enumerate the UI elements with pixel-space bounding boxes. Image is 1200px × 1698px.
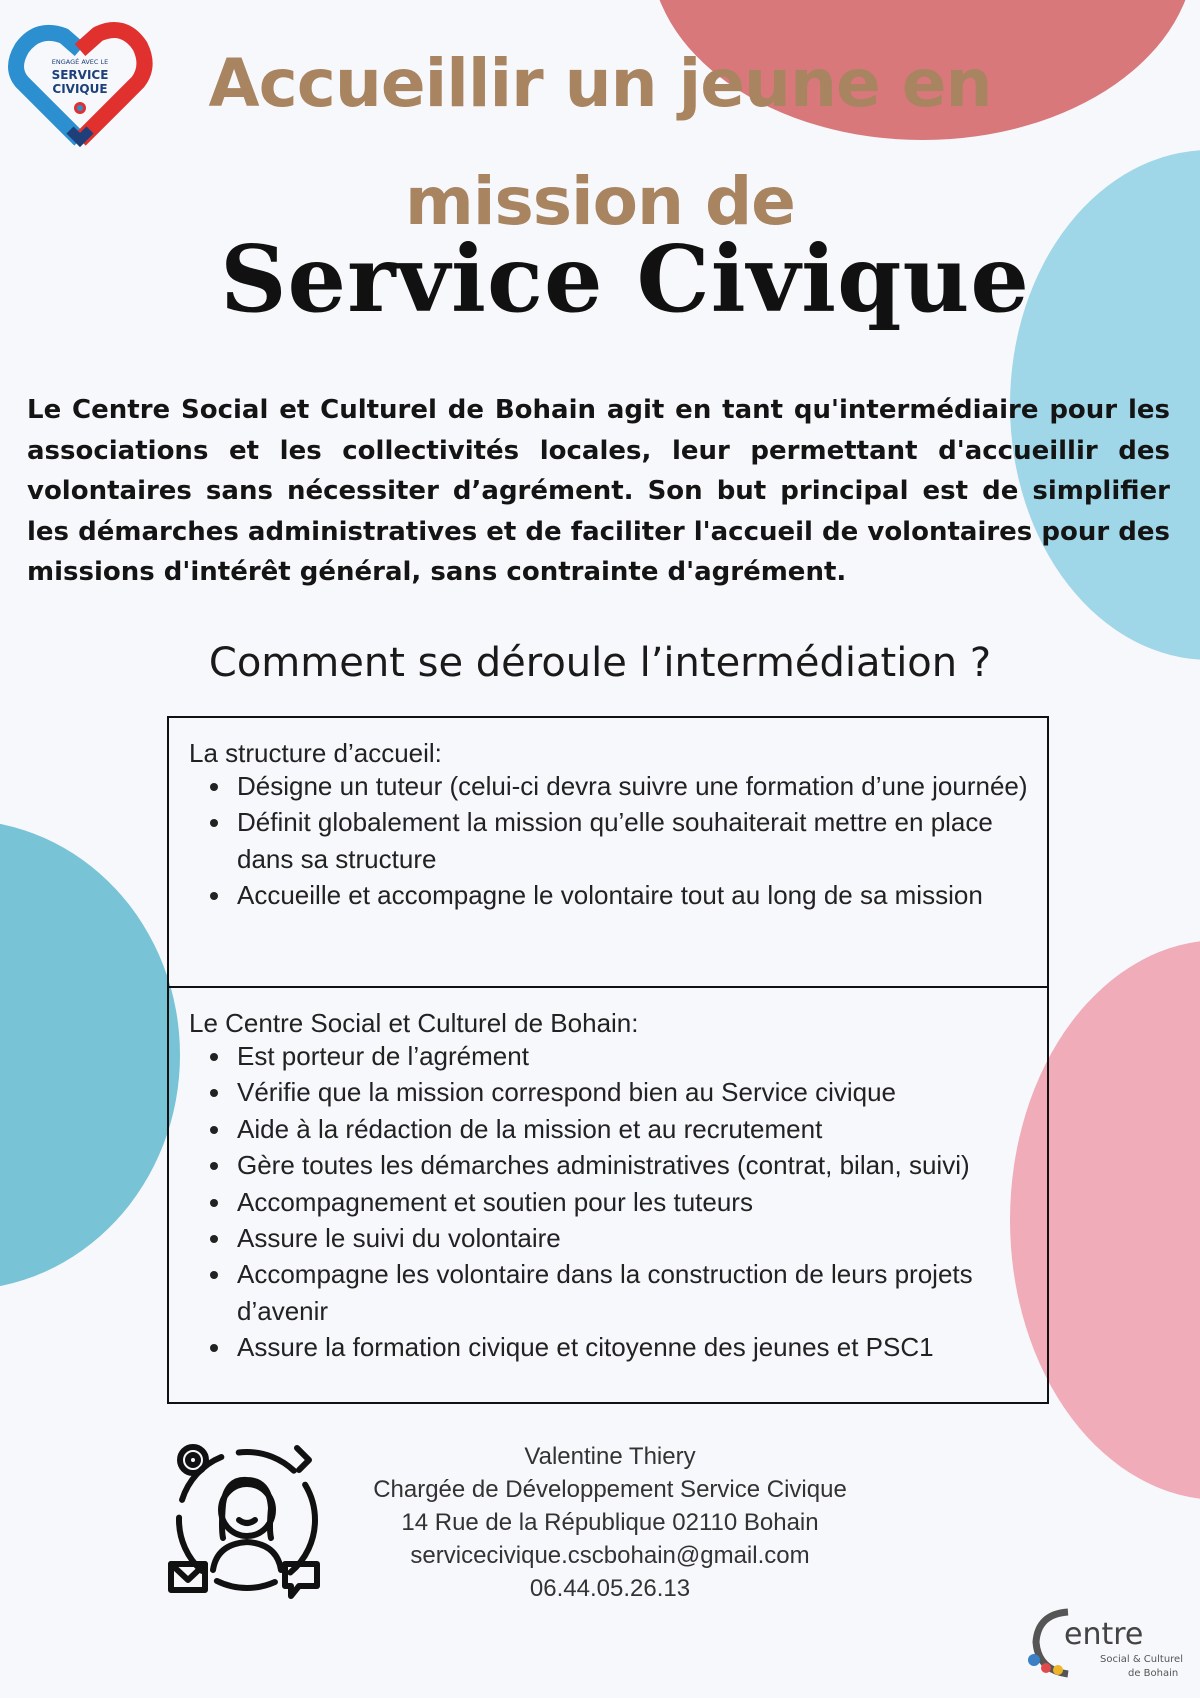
logo-line1: SERVICE <box>51 68 109 82</box>
contact-name: Valentine Thiery <box>524 1443 696 1470</box>
service-civique-logo <box>8 12 153 154</box>
contact-block <box>330 1440 890 1605</box>
contact-person-icon <box>165 1438 325 1603</box>
centre-logo-word: entre <box>1064 1617 1144 1652</box>
logo-line2: CIVIQUE <box>52 82 108 96</box>
contact-address: 14 Rue de la République 02110 Bohain <box>401 1509 819 1536</box>
intro-paragraph: Le Centre Social et Culturel de Bohain agit en tant qu'intermédiaire pour les associations et les collectivités locales, leur permettant d'accueillir des volontaires sans nécessiter d’agrément. Son but principal est de simplifier les démarches administratives et de faciliter l'accueil de volontaires pour des missions d'intérêt général, sans contrainte d'agrément. <box>27 395 1170 587</box>
list-item: • Désigne un tuteur (celui-ci devra suivre une formation d’une journée) <box>233 768 1033 804</box>
contact-role: Chargée de Développement Service Civique <box>373 1476 847 1503</box>
decorative-blob-left-blue <box>0 820 180 1290</box>
list-item: • Est porteur de l’agrément <box>233 1038 1033 1074</box>
list-item: • Accompagnement et soutien pour les tuteurs <box>233 1184 1033 1220</box>
host-structure-box <box>167 716 1049 988</box>
centre-role-list <box>211 1038 1033 1366</box>
host-structure-heading: La structure d’accueil: <box>189 738 442 768</box>
title-line-2: mission de <box>405 163 795 240</box>
list-item: • Définit globalement la mission qu’elle souhaiterait mettre en place dans sa structure <box>233 804 1033 877</box>
centre-logo-line1: Social & Culturel <box>1100 1654 1183 1665</box>
list-item: • Aide à la rédaction de la mission et au recrutement <box>233 1111 1033 1147</box>
list-item: • Vérifie que la mission correspond bien au Service civique <box>233 1074 1033 1110</box>
page-title: Service Civique <box>220 225 1030 333</box>
contact-email[interactable]: servicecivique.cscbohain@gmail.com <box>410 1542 810 1569</box>
contact-phone[interactable]: 06.44.05.26.13 <box>529 1575 691 1602</box>
host-structure-list <box>211 768 1033 914</box>
list-item: • Gère toutes les démarches administratives (contrat, bilan, suivi) <box>233 1147 1033 1183</box>
centre-logo-line2: de Bohain <box>1128 1668 1179 1679</box>
section-subtitle: Comment se déroule l’intermédiation ? <box>208 640 992 686</box>
list-item: • Accueille et accompagne le volontaire tout au long de sa mission <box>233 877 1033 913</box>
logo-top-text: ENGAGÉ AVEC LE <box>51 58 109 66</box>
list-item: • Assure la formation civique et citoyenne des jeunes et PSC1 <box>233 1329 1033 1365</box>
centre-role-heading: Le Centre Social et Culturel de Bohain: <box>189 1008 639 1038</box>
title-line-1: Accueillir un jeune en <box>208 45 992 122</box>
list-item: • Accompagne les volontaire dans la construction de leurs projets d’avenir <box>233 1256 1033 1329</box>
list-item: • Assure le suivi du volontaire <box>233 1220 1033 1256</box>
centre-social-logo <box>1020 1598 1195 1688</box>
centre-role-box <box>167 986 1049 1404</box>
